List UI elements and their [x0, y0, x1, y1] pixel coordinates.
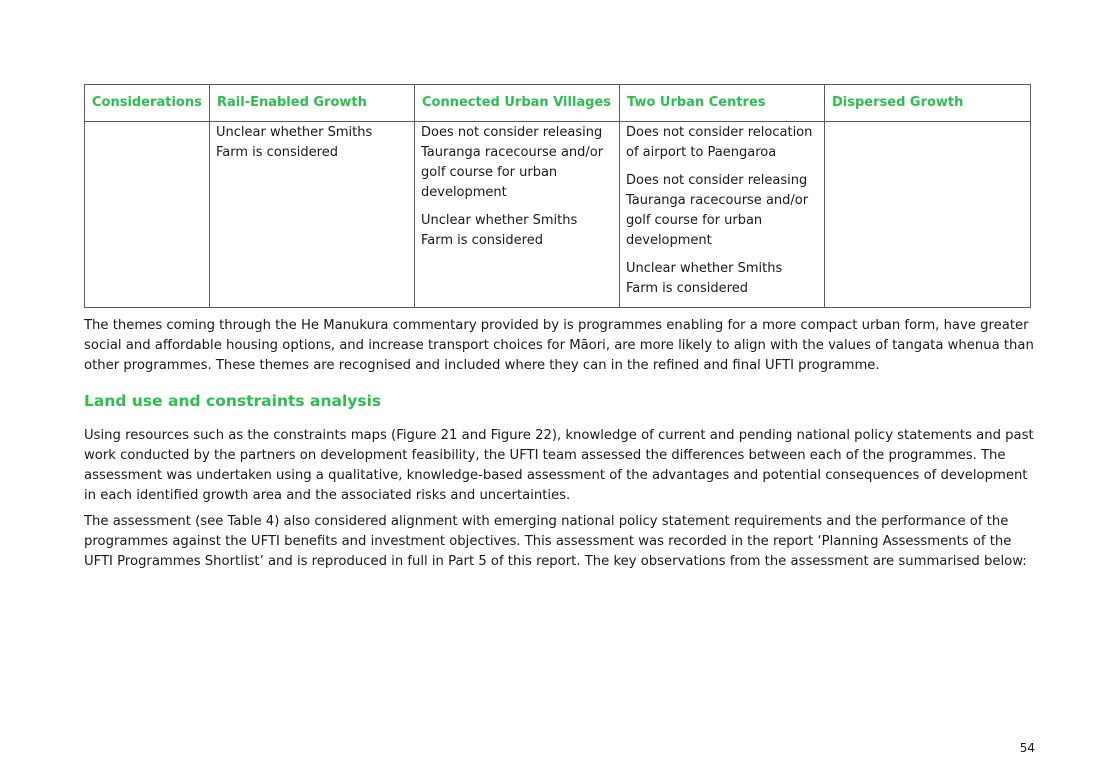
- body-paragraph-assessment: The assessment (see Table 4) also considered alignment with emerging national policy statement requirements and the performance of the programmes against the UFTI benefits and investment objectives. This assessment was recorded in the report ‘Planning Assessments of the UFTI Programmes Shortlist’ and is reproduced in full in Part 5 of this report. The key observations from the assessment are summarised below:: [84, 514, 1027, 569]
- cell-connected-urban-villages: [415, 122, 620, 308]
- cell-text: Does not consider releasing Tauranga racecourse and/or golf course for urban development: [421, 125, 604, 200]
- cell-considerations: [85, 122, 210, 308]
- cell-text: Unclear whether Smiths Farm is considered: [216, 125, 373, 160]
- table-header-row: [85, 85, 1031, 122]
- cell-two-urban-centres: [620, 122, 825, 308]
- considerations-table: [84, 84, 1031, 308]
- cell-dispersed-growth: [825, 122, 1031, 308]
- header-connected-urban-villages: Connected Urban Villages: [415, 85, 620, 122]
- header-two-urban-centres: Two Urban Centres: [620, 85, 825, 122]
- table-row: [85, 122, 1031, 308]
- body-paragraph-he-manukura: The themes coming through the He Manukura commentary provided by is programmes enabling for a more compact urban form, have greater social and affordable housing options, and increase transport choices for Māori, are more likely to align with the values of tangata whenua than other programmes. These themes are recognised and included where they can in the refined and final UFTI programme.: [84, 318, 1034, 373]
- cell-text: Unclear whether Smiths Farm is considered: [626, 261, 783, 296]
- page-number: 54: [1019, 741, 1035, 755]
- section-heading: Land use and constraints analysis: [84, 392, 382, 410]
- header-rail-enabled-growth: Rail-Enabled Growth: [210, 85, 415, 122]
- cell-text: Does not consider releasing Tauranga racecourse and/or golf course for urban development: [626, 173, 809, 248]
- header-considerations: Considerations: [85, 85, 210, 122]
- cell-text: Unclear whether Smiths Farm is considered: [421, 213, 578, 248]
- body-paragraph-constraints: Using resources such as the constraints maps (Figure 21 and Figure 22), knowledge of current and pending national policy statements and past work conducted by the partners on development feasibility, the UFTI team assessed the differences between each of the programmes. The assessment was undertaken using a qualitative, knowledge-based assessment of the advantages and potential consequences of development in each identified growth area and the associated risks and uncertainties.: [84, 428, 1034, 503]
- cell-text: Does not consider relocation of airport to Paengaroa: [626, 125, 813, 160]
- header-dispersed-growth: Dispersed Growth: [825, 85, 1031, 122]
- cell-rail-enabled-growth: [210, 122, 415, 308]
